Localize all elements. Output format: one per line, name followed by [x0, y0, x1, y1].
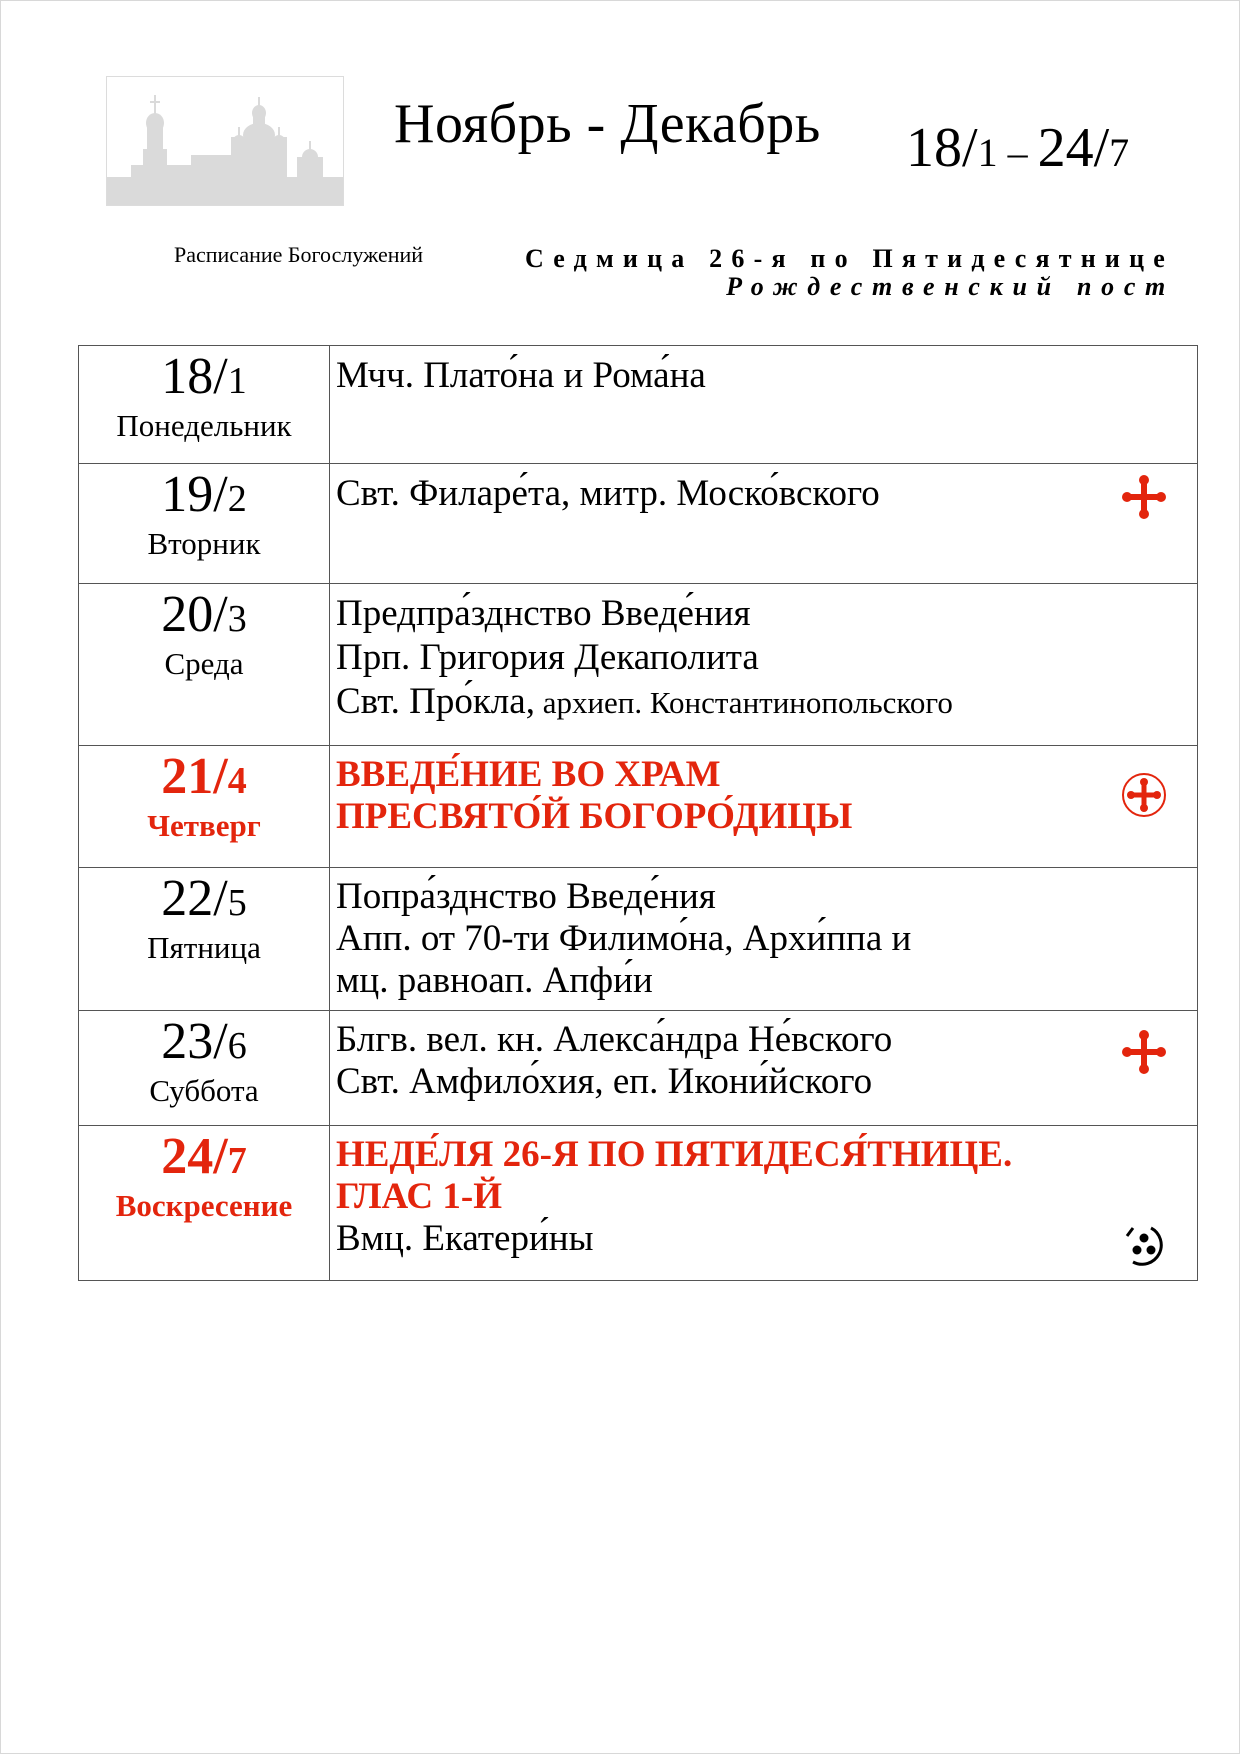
day-weekday: Воскресение — [115, 1188, 293, 1223]
date-range — [906, 116, 1129, 180]
day-events-cell — [330, 746, 1198, 868]
circled-cross-red-icon — [1121, 772, 1167, 818]
day-events-cell — [330, 346, 1198, 464]
church-logo — [106, 76, 344, 206]
three-dots-semicircle-icon — [1121, 1222, 1167, 1268]
day-date-cell — [79, 464, 330, 584]
event-line: мц. равноап. Апфи́и — [336, 960, 653, 1001]
day-weekday: Суббота — [149, 1073, 259, 1108]
event-line: Попра́зднство Введе́ния — [336, 876, 716, 917]
day-date: 23/6 — [161, 1013, 247, 1070]
week-label: Седмица 26-я по Пятидесятнице — [524, 244, 1174, 273]
day-row — [79, 868, 1198, 1011]
event-line: Вмц. Екатери́ны — [336, 1218, 594, 1259]
day-weekday: Пятница — [147, 930, 261, 965]
day-events-cell — [330, 868, 1198, 1011]
feast-line: ВВЕДЕ́НИЕ ВО ХРАМ — [336, 754, 721, 795]
cross-red-icon — [1121, 474, 1167, 520]
feast-line: ПРЕСВЯТО́Й БОГОРО́ДИЦЫ — [336, 796, 853, 837]
day-date-cell — [79, 868, 330, 1011]
day-events-cell — [330, 1126, 1198, 1281]
day-date: 21/4 — [161, 748, 247, 805]
schedule-table — [78, 345, 1198, 1281]
feast-line: НЕДЕ́ЛЯ 26-Я ПО ПЯТИДЕСЯ́ТНИЦЕ. — [336, 1134, 1013, 1175]
event-line: Предпра́зднство Введе́ния — [336, 593, 751, 634]
range-dash: – — [997, 130, 1038, 175]
day-date: 22/5 — [161, 870, 247, 927]
page-title: Ноябрь - Декабрь — [394, 93, 821, 155]
range-start-new: 1 — [977, 130, 998, 175]
day-row — [79, 464, 1198, 584]
event-line: Свт. Филаре́та, митр. Моско́вского — [336, 473, 880, 514]
day-date: 24/7 — [161, 1128, 247, 1185]
day-date-cell — [79, 584, 330, 746]
day-weekday: Среда — [164, 646, 244, 681]
day-date-cell — [79, 746, 330, 868]
day-weekday: Вторник — [147, 526, 261, 561]
day-date: 18/1 — [161, 348, 247, 405]
range-start-old: 18/ — [906, 117, 978, 179]
event-line: Свт. Амфило́хия, еп. Икони́йского — [336, 1061, 873, 1102]
day-date: 20/3 — [161, 586, 247, 643]
day-events-cell — [330, 584, 1198, 746]
day-weekday: Понедельник — [116, 408, 292, 443]
day-row — [79, 346, 1198, 464]
day-events-cell — [330, 464, 1198, 584]
event-line: Блгв. вел. кн. Алекса́ндра Не́вского — [336, 1019, 893, 1060]
event-line: Свт. Про́кла, архиеп. Константинопольского — [336, 681, 953, 722]
day-row — [79, 1011, 1198, 1126]
day-date-cell — [79, 1011, 330, 1126]
day-events-cell — [330, 1011, 1198, 1126]
day-row — [79, 746, 1198, 868]
cross-red-icon — [1121, 1029, 1167, 1075]
event-line: Мчч. Плато́на и Рома́на — [336, 355, 706, 396]
range-end-old: 24/ — [1037, 117, 1110, 179]
event-line: Апп. от 70-ти Филимо́на, Архи́ппа и — [336, 918, 912, 959]
day-weekday: Четверг — [147, 808, 261, 843]
fast-label: Рождественский пост — [726, 272, 1175, 301]
day-row — [79, 584, 1198, 746]
day-date-cell — [79, 1126, 330, 1281]
feast-line: ГЛАС 1-Й — [336, 1176, 502, 1217]
day-date: 19/2 — [161, 466, 247, 523]
day-date-cell — [79, 346, 330, 464]
day-row — [79, 1126, 1198, 1281]
event-line: Прп. Григория Декаполита — [336, 637, 759, 678]
schedule-label: Расписание Богослужений — [174, 242, 424, 267]
range-end-new: 7 — [1109, 130, 1130, 175]
